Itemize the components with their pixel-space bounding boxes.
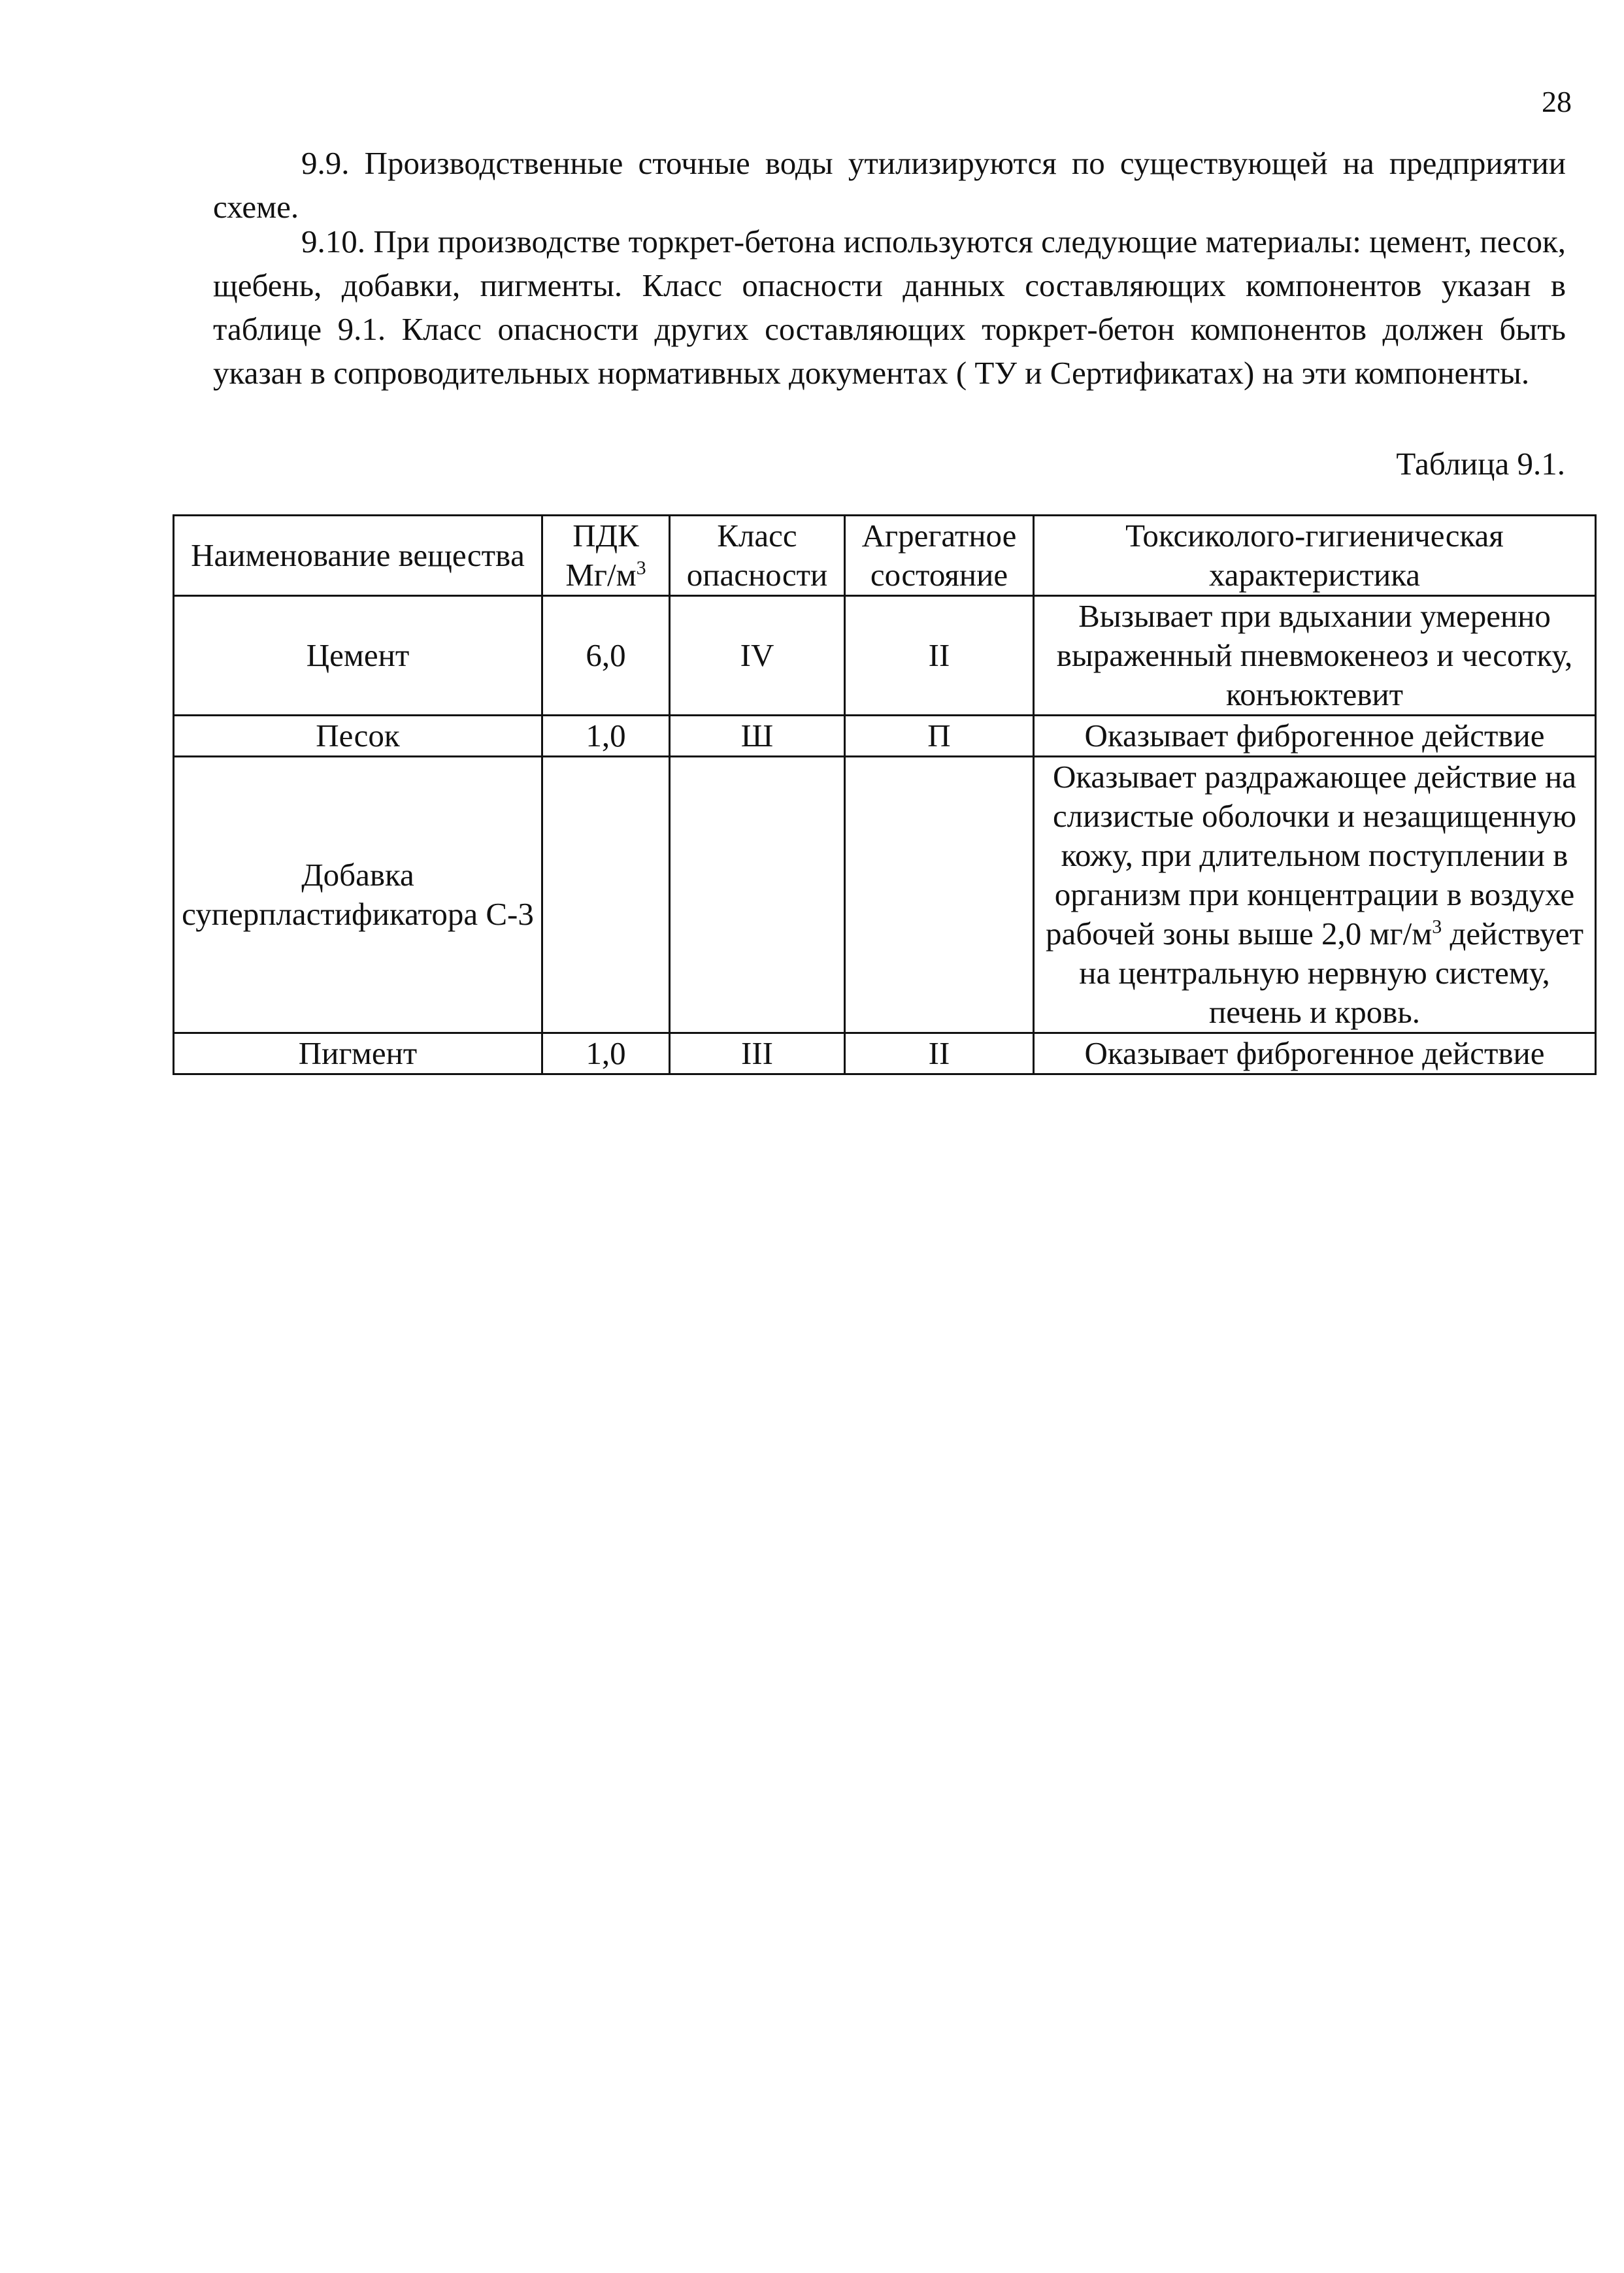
header-aggregate-state: Агрегатное состояние xyxy=(845,516,1034,596)
page-number: 28 xyxy=(1542,85,1572,118)
table-row xyxy=(174,1033,1596,1074)
paragraph-9-9: 9.9. Производственные сточные воды утилизируются по существующей на предприятии схеме. xyxy=(213,145,1566,225)
cell-name: Песок xyxy=(174,716,542,757)
cell-hazard-class: IV xyxy=(670,596,845,716)
cell-toxicology: Оказывает фиброгенное действие xyxy=(1034,1033,1596,1074)
hazard-class-table xyxy=(173,514,1597,1075)
toxicology-text-part2: действует на центральную нервную систему, печень и кровь. xyxy=(1079,916,1584,1030)
cell-hazard-class: Ш xyxy=(670,716,845,757)
header-toxicology: Токсиколого-гигиеническая характеристика xyxy=(1034,516,1596,596)
cell-name: Цемент xyxy=(174,596,542,716)
cell-toxicology: Оказывает фиброгенное действие xyxy=(1034,716,1596,757)
cell-hazard-class xyxy=(670,757,845,1033)
toxicology-text-part1: Оказывает раздражающее действие на слизистые оболочки и незащищенную кожу, при длительном поступлении в организм при концентрации в воздухе рабочей зоны выше 2,0 мг/м xyxy=(1045,759,1577,952)
cell-pdk xyxy=(542,757,670,1033)
cell-name: Добавка суперпластификатора С-3 xyxy=(174,757,542,1033)
toxicology-unit-exponent: 3 xyxy=(1432,916,1442,938)
table-caption: Таблица 9.1. xyxy=(1396,446,1565,482)
cell-state xyxy=(845,757,1034,1033)
cell-pdk: 6,0 xyxy=(542,596,670,716)
table-row xyxy=(174,716,1596,757)
cell-state: II xyxy=(845,1033,1034,1074)
cell-state: П xyxy=(845,716,1034,757)
cell-state: II xyxy=(845,596,1034,716)
header-pdk-label: ПДК xyxy=(572,518,639,554)
header-pdk-unit-exponent: 3 xyxy=(636,557,646,579)
cell-toxicology: Вызывает при вдыхании умеренно выраженный пневмокенеоз и чесотку, конъюктевит xyxy=(1034,596,1596,716)
cell-pdk: 1,0 xyxy=(542,1033,670,1074)
paragraph-9-10: 9.10. При производстве торкрет-бетона используются следующие материалы: цемент, песок, щебень, добавки, пигменты. Класс опасности данных составляющих компонентов указан в таблице 9.1. Класс опасности других составляющих торкрет-бетон компонентов должен быть указан в сопроводительных нормативных документах ( ТУ и Сертификатах) на эти компоненты. xyxy=(213,224,1566,391)
table-header-row xyxy=(174,516,1596,596)
header-hazard-class: Класс опасности xyxy=(670,516,845,596)
table-row xyxy=(174,757,1596,1033)
cell-name: Пигмент xyxy=(174,1033,542,1074)
header-substance-name: Наименование веществa xyxy=(174,516,542,596)
header-pdk-unit: Мг/м xyxy=(565,557,637,593)
cell-hazard-class: III xyxy=(670,1033,845,1074)
header-pdk xyxy=(542,516,670,596)
cell-toxicology xyxy=(1034,757,1596,1033)
cell-pdk: 1,0 xyxy=(542,716,670,757)
table-row xyxy=(174,596,1596,716)
